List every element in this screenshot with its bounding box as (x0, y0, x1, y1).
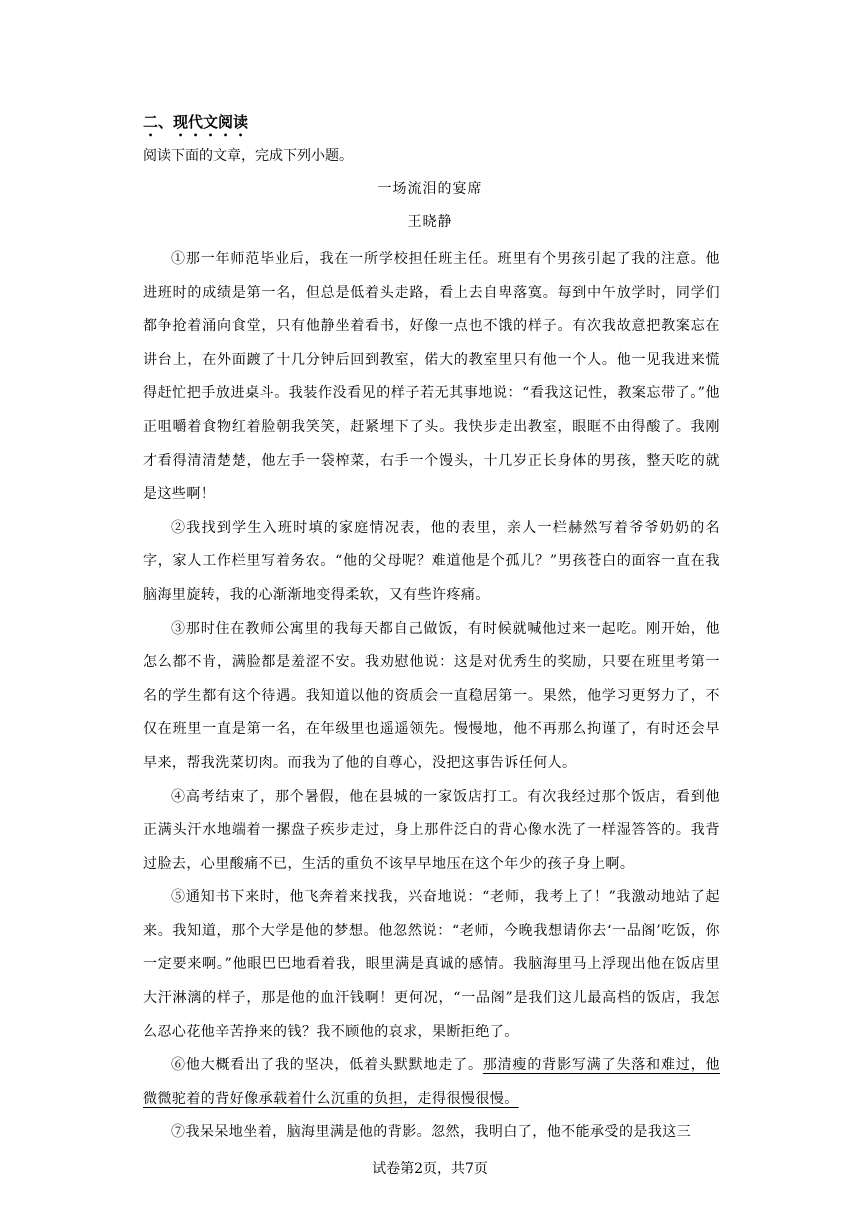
section-title: 二、现代文阅读 (143, 113, 249, 131)
page-footer: 试卷第2页，共7页 (372, 1161, 488, 1177)
paragraph-2: ②我找到学生入班时填的家庭情况表，他的表里，亲人一栏赫然写着爷爷奶奶的名字，家人工作栏里写着务农。“他的父母呢？难道他是个孤儿？”男孩苍白的面容一直在我脑海里旋转，我的心渐渐地变得柔软，又有些许疼痛。 (143, 519, 720, 603)
article-body (143, 243, 720, 1150)
paragraph-1: ①那一年师范毕业后，我在一所学校担任班主任。班里有个男孩引起了我的注意。他进班时的成绩是第一名，但总是低着头走路，看上去自卑落寞。每到中午放学时，同学们都争抢着涌向食堂，只有他静坐着看书，好像一点也不饿的样子。有次我故意把教案忘在讲台上，在外面踱了十几分钟后回到教室，偌大的教室里只有他一个人。他一见我进来慌得赶忙把手放进桌斗。我装作没看见的样子若无其事地说：“看我这记性，教案忘带了。”他正咀嚼着食物红着脸朝我笑笑，赶紧埋下了头。我快步走出教室，眼眶不由得酸了。我刚才看得清清楚楚，他左手一袋榨菜，右手一个馒头，十几岁正长身体的男孩，整天吃的就是这些啊！ (143, 251, 720, 503)
instruction-text: 阅读下面的文章，完成下列小题。 (143, 148, 353, 164)
underlined-sentence: 那清瘦的背影写满了失落和难过，他微微驼着的背好像承载着什么沉重的负担，走得很慢很慢。 (143, 1057, 721, 1107)
paragraph-7: ⑦我呆呆地坐着，脑海里满是他的背影。忽然，我明白了，他不能承受的是我这三 (171, 1124, 692, 1141)
article-author: 王晓静 (407, 214, 453, 230)
paragraph-6-start: ⑥他大概看出了我的坚决，低着头默默地走了。 (171, 1057, 483, 1074)
paragraph-4: ④高考结束了，那个暑假，他在县城的一家饭店打工。有次我经过那个饭店，看到他正满头汗水地端着一摞盘子疾步走过，身上那件泛白的背心像水洗了一样湿答答的。我背过脸去，心里酸痛不已，生活的重负不该早早地压在这个年少的孩子身上啊。 (143, 788, 720, 872)
paragraph-5: ⑤通知书下来时，他飞奔着来找我，兴奋地说：“老师，我考上了！”我激动地站了起来。我知道，那个大学是他的梦想。他忽然说：“老师，今晚我想请你去‘一品阁’吃饭，你一定要来啊。”他眼巴巴地看着我，眼里满是真诚的感情。我脑海里马上浮现出他在饭店里大汗淋漓的样子，那是他的血汗钱啊！更何况，“一品阁”是我们这儿最高档的饭店，我怎么忍心花他辛苦挣来的钱？我不顾他的哀求，果断拒绝了。 (143, 889, 720, 1040)
paragraph-3: ③那时住在教师公寓里的我每天都自己做饭，有时候就喊他过来一起吃。刚开始，他怎么都不肯，满脸都是羞涩不安。我劝慰他说：这是对优秀生的奖励，只要在班里考第一名的学生都有这个待遇。我知道以他的资质会一直稳居第一。果然，他学习更努力了，不仅在班里一直是第一名，在年级里也遥遥领先。慢慢地，他不再那么拘谨了，有时还会早早来，帮我洗菜切肉。而我为了他的自尊心，没把这事告诉任何人。 (143, 620, 720, 771)
article-title: 一场流泪的宴席 (377, 181, 483, 197)
paragraph-6 (143, 1049, 720, 1116)
